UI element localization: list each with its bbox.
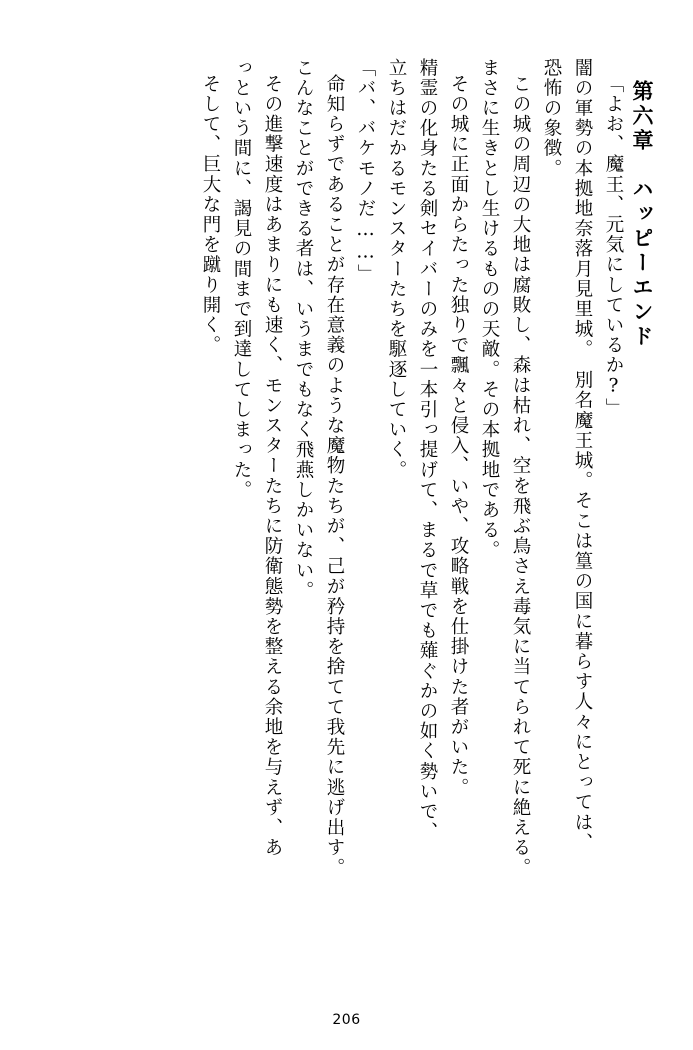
body-line: そして、巨大な門を蹴り開く。 xyxy=(200,74,221,356)
body-line: まさに生きとし生けるものの天敵。その本拠地である。 xyxy=(479,58,500,561)
body-line: 「バ、バケモノだ……」 xyxy=(355,58,376,285)
body-line: こんなことができる者は、いうまでもなく飛燕しかいない。 xyxy=(293,58,314,601)
body-line: 命知らずであることが存在意義のような魔物たちが、己が矜持を捨てて我先に逃げ出す。 xyxy=(324,74,345,878)
body-line: っという間に、謁見の間まで到達してしまった。 xyxy=(231,58,252,501)
body-line: 立ちはだかるモンスターたちを駆逐していく。 xyxy=(386,58,407,481)
body-line: 「よお、魔王、元気にしているか?」 xyxy=(603,74,624,419)
body-line: その城に正面からたった独りで飄々と侵入、いや、攻略戦を仕掛けた者がいた。 xyxy=(448,74,469,798)
body-line: この城の周辺の大地は腐敗し、森は枯れ、空を飛ぶ鳥さえ毒気に当てられて死に絶える。 xyxy=(510,74,531,878)
body-line: 恐怖の象徴。 xyxy=(541,58,562,179)
body-line: 精霊の化身たる剣セイバーのみを一本引っ提げて、まるで草でも薙ぐかの如く勢いで、 xyxy=(417,58,438,842)
page-number: 206 xyxy=(332,1012,361,1028)
vertical-text-body xyxy=(44,52,653,982)
body-line: その進撃速度はあまりにも速く、モンスターたちに防衛態勢を整える余地を与えず、あ xyxy=(262,74,283,858)
chapter-heading: 第六章 ハッピーエンド xyxy=(630,80,655,350)
body-line: 闇の軍勢の本拠地奈落月見里城。 別名魔王城。そこは篁の国に暮らす人々にとっては、 xyxy=(572,58,593,853)
